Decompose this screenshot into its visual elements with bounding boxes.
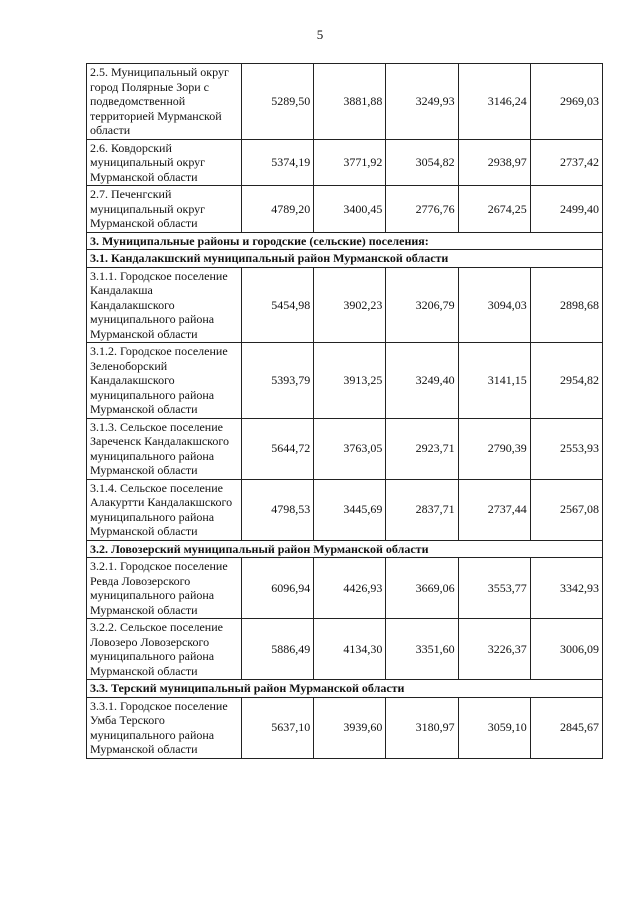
value-cell: 2499,40 xyxy=(530,186,602,233)
value-cell: 4426,93 xyxy=(314,558,386,619)
value-cell: 3094,03 xyxy=(458,267,530,343)
territory-name: 3.1.2. Городское поселение Зеленоборский Кандалакшского муниципального района Мурманской области xyxy=(87,343,242,419)
territory-name: 2.6. Ковдорский муниципальный округ Мурманской области xyxy=(87,139,242,186)
value-cell: 3006,09 xyxy=(530,619,602,680)
territory-name: 3.2.2. Сельское поселение Ловозеро Ловозерского муниципального района Мурманской области xyxy=(87,619,242,680)
table-body xyxy=(87,64,603,759)
section-row xyxy=(87,540,603,558)
value-cell: 3226,37 xyxy=(458,619,530,680)
territory-name: 3.2.1. Городское поселение Ревда Ловозерского муниципального района Мурманской области xyxy=(87,558,242,619)
section-row xyxy=(87,680,603,698)
value-cell: 4134,30 xyxy=(314,619,386,680)
section-title: 3. Муниципальные районы и городские (сельские) поселения: xyxy=(87,232,603,250)
value-cell: 3249,40 xyxy=(386,343,458,419)
value-cell: 2969,03 xyxy=(530,64,602,140)
value-cell: 3180,97 xyxy=(386,697,458,758)
value-cell: 3059,10 xyxy=(458,697,530,758)
value-cell: 2923,71 xyxy=(386,418,458,479)
value-cell: 2553,93 xyxy=(530,418,602,479)
value-cell: 4789,20 xyxy=(242,186,314,233)
section-title: 3.2. Ловозерский муниципальный район Мурманской области xyxy=(87,540,603,558)
value-cell: 3400,45 xyxy=(314,186,386,233)
value-cell: 2790,39 xyxy=(458,418,530,479)
value-cell: 3939,60 xyxy=(314,697,386,758)
value-cell: 5289,50 xyxy=(242,64,314,140)
value-cell: 3902,23 xyxy=(314,267,386,343)
value-cell: 3342,93 xyxy=(530,558,602,619)
section-row xyxy=(87,232,603,250)
value-cell: 2954,82 xyxy=(530,343,602,419)
value-cell: 4798,53 xyxy=(242,479,314,540)
value-cell: 3351,60 xyxy=(386,619,458,680)
table-row xyxy=(87,343,603,419)
value-cell: 2776,76 xyxy=(386,186,458,233)
table-row xyxy=(87,186,603,233)
table-row xyxy=(87,139,603,186)
territory-name: 3.1.4. Сельское поселение Алакуртти Кандалакшского муниципального района Мурманской области xyxy=(87,479,242,540)
table-row xyxy=(87,619,603,680)
section-title: 3.1. Кандалакшский муниципальный район Мурманской области xyxy=(87,250,603,268)
value-cell: 2938,97 xyxy=(458,139,530,186)
data-table xyxy=(86,63,603,759)
value-cell: 2567,08 xyxy=(530,479,602,540)
value-cell: 5644,72 xyxy=(242,418,314,479)
value-cell: 3445,69 xyxy=(314,479,386,540)
table-row xyxy=(87,697,603,758)
section-row xyxy=(87,250,603,268)
value-cell: 3146,24 xyxy=(458,64,530,140)
value-cell: 3763,05 xyxy=(314,418,386,479)
table-row xyxy=(87,558,603,619)
territory-name: 2.7. Печенгский муниципальный округ Мурманской области xyxy=(87,186,242,233)
value-cell: 3881,88 xyxy=(314,64,386,140)
value-cell: 3669,06 xyxy=(386,558,458,619)
table-row xyxy=(87,267,603,343)
value-cell: 2737,44 xyxy=(458,479,530,540)
value-cell: 5886,49 xyxy=(242,619,314,680)
value-cell: 2737,42 xyxy=(530,139,602,186)
table-row xyxy=(87,418,603,479)
value-cell: 5393,79 xyxy=(242,343,314,419)
value-cell: 3913,25 xyxy=(314,343,386,419)
table-row xyxy=(87,479,603,540)
territory-name: 3.3.1. Городское поселение Умба Терского муниципального района Мурманской области xyxy=(87,697,242,758)
value-cell: 2845,67 xyxy=(530,697,602,758)
value-cell: 2837,71 xyxy=(386,479,458,540)
value-cell: 3249,93 xyxy=(386,64,458,140)
table-row xyxy=(87,64,603,140)
value-cell: 5454,98 xyxy=(242,267,314,343)
value-cell: 3771,92 xyxy=(314,139,386,186)
territory-name: 3.1.1. Городское поселение Кандалакша Кандалакшского муниципального района Мурманской области xyxy=(87,267,242,343)
value-cell: 2898,68 xyxy=(530,267,602,343)
page-number: 5 xyxy=(316,27,324,42)
section-title: 3.3. Терский муниципальный район Мурманской области xyxy=(87,680,603,698)
value-cell: 5637,10 xyxy=(242,697,314,758)
territory-name: 3.1.3. Сельское поселение Зареченск Кандалакшского муниципального района Мурманской области xyxy=(87,418,242,479)
value-cell: 3141,15 xyxy=(458,343,530,419)
value-cell: 3553,77 xyxy=(458,558,530,619)
value-cell: 6096,94 xyxy=(242,558,314,619)
value-cell: 5374,19 xyxy=(242,139,314,186)
value-cell: 3206,79 xyxy=(386,267,458,343)
value-cell: 2674,25 xyxy=(458,186,530,233)
value-cell: 3054,82 xyxy=(386,139,458,186)
territory-name: 2.5. Муниципальный округ город Полярные Зори с подведомственной территорией Мурманской области xyxy=(87,64,242,140)
